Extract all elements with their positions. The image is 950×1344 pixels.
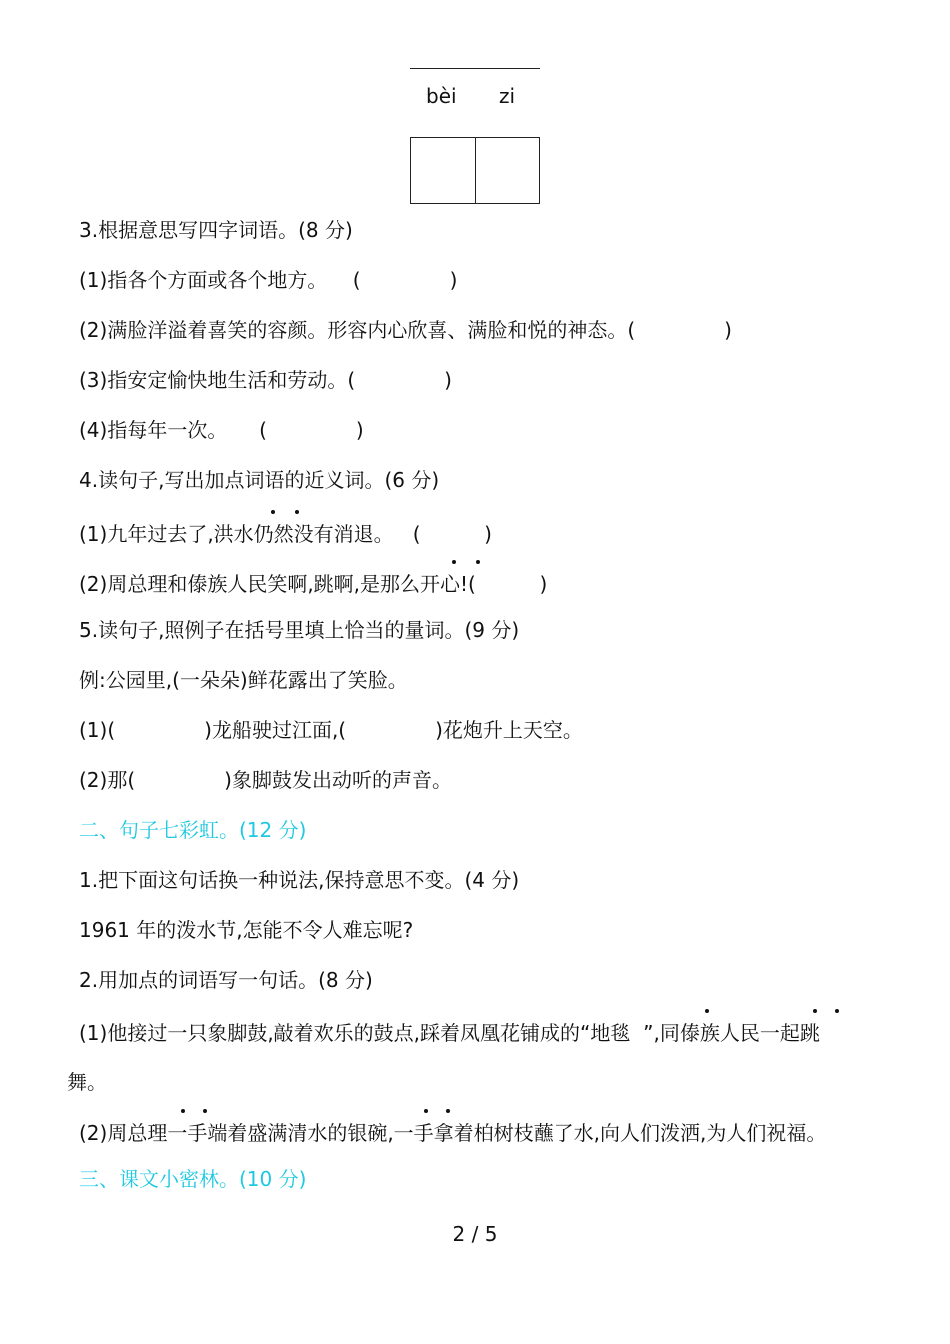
question-4: 4.读句子,写出加点词语的近义词。(6 分) (79, 468, 440, 492)
question-4-2: (2)周总理和傣族人民笑啊,跳啊,是那么开心!( ) (79, 572, 548, 596)
question-3-1: (1)指各个方面或各个地方。 ( ) (79, 268, 458, 292)
emphasis-dot (705, 1009, 709, 1013)
question-4-1: (1)九年过去了,洪水仍然没有消退。 ( ) (79, 522, 492, 546)
answer-line (410, 68, 540, 69)
question-3-3: (3)指安定愉快地生活和劳动。( ) (79, 368, 452, 392)
question-3-4: (4)指每年一次。 ( ) (79, 418, 364, 442)
emphasis-dot (271, 510, 275, 514)
emphasis-dot (424, 1109, 428, 1113)
section-2-question-1-sentence: 1961 年的泼水节,怎能不令人难忘呢? (79, 918, 414, 942)
question-3: 3.根据意思写四字词语。(8 分) (79, 218, 353, 242)
question-3-2: (2)满脸洋溢着喜笑的容颜。形容内心欣喜、满脸和悦的神态。( ) (79, 318, 732, 342)
character-cell[interactable] (475, 138, 540, 203)
emphasis-dot (476, 560, 480, 564)
emphasis-dot (446, 1109, 450, 1113)
character-cell[interactable] (411, 138, 475, 203)
section-3-heading: 三、课文小密林。(10 分) (79, 1167, 307, 1191)
pinyin-bei: bèi (426, 84, 457, 108)
question-5-1: (1)( )龙船驶过江面,( )花炮升上天空。 (79, 718, 583, 742)
page-number: 2 / 5 (452, 1222, 498, 1246)
emphasis-dot (203, 1109, 207, 1113)
pinyin-zi: zi (499, 84, 516, 108)
emphasis-dot (452, 560, 456, 564)
question-5-2: (2)那( )象脚鼓发出动听的声音。 (79, 768, 452, 792)
section-2-question-1: 1.把下面这句话换一种说法,保持意思不变。(4 分) (79, 868, 520, 892)
section-2-question-2-2: (2)周总理一手端着盛满清水的银碗,一手拿着柏树枝蘸了水,向人们泼洒,为人们祝福。 (79, 1121, 827, 1145)
section-2-question-2-1-cont: 舞。 (67, 1070, 107, 1094)
section-2-heading: 二、句子七彩虹。(12 分) (79, 818, 307, 842)
section-2-question-2: 2.用加点的词语写一句话。(8 分) (79, 968, 373, 992)
emphasis-dot (295, 510, 299, 514)
question-5-example: 例:公园里,(一朵朵)鲜花露出了笑脸。 (79, 668, 408, 692)
section-2-question-2-1: (1)他接过一只象脚鼓,敲着欢乐的鼓点,踩着凤凰花铺成的“地毯 ”,同傣族人民一起跳 (79, 1021, 820, 1045)
character-writing-box[interactable] (410, 137, 540, 204)
emphasis-dot (813, 1009, 817, 1013)
emphasis-dot (835, 1009, 839, 1013)
emphasis-dot (181, 1109, 185, 1113)
question-5: 5.读句子,照例子在括号里填上恰当的量词。(9 分) (79, 618, 520, 642)
